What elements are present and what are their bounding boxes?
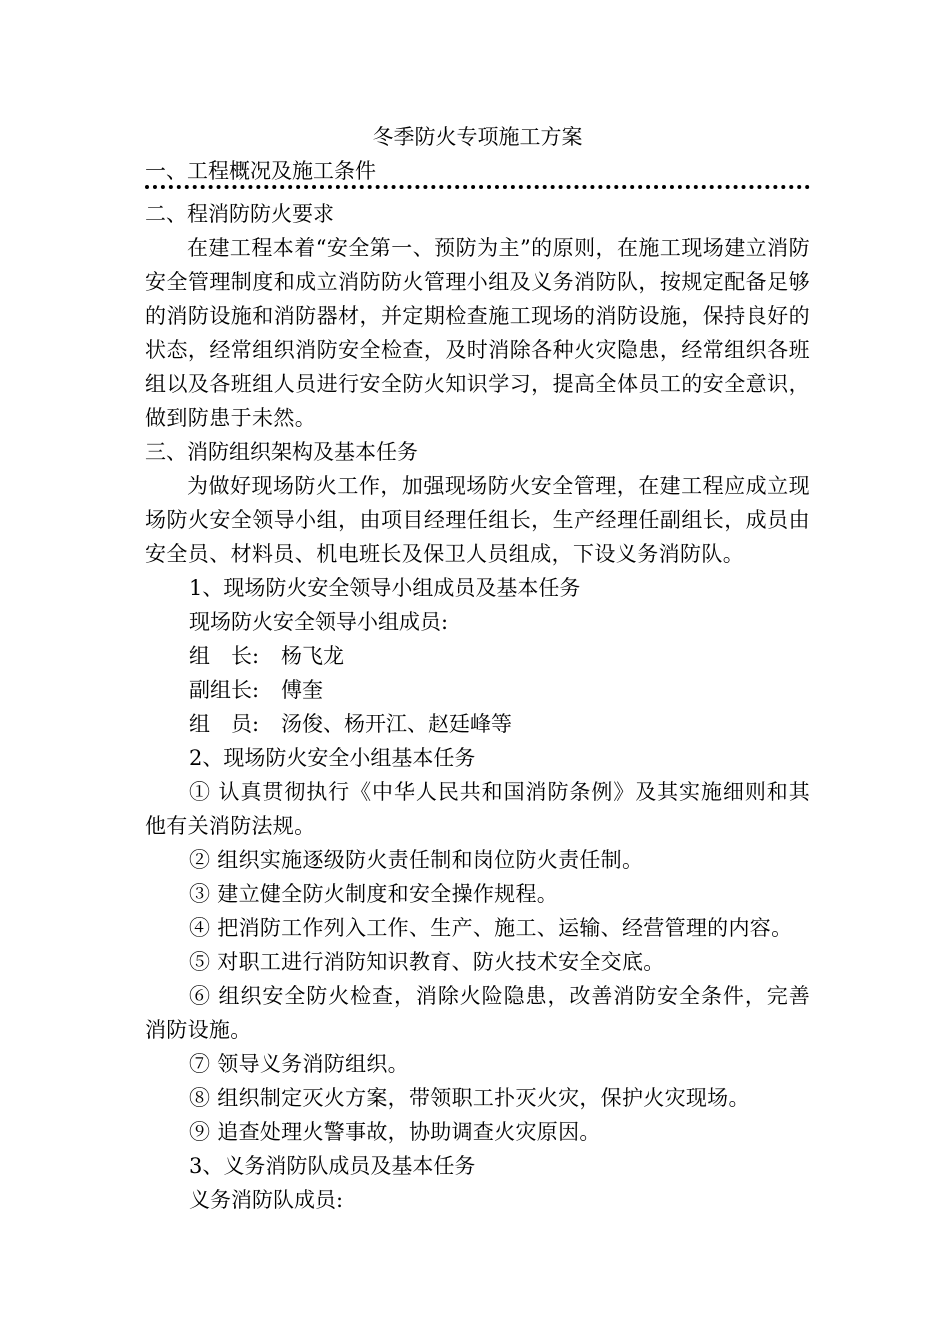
member-role: 副组长: (189, 678, 260, 702)
member-row-leader (145, 639, 810, 673)
section-3-paragraph: 为做好现场防火工作，加强现场防火安全管理，在建工程应成立现场防火安全领导小组，由项目经理任组长，生产经理任副组长，成员由安全员、材料员、机电班长及保卫人员组成，下设义务消防队。 (145, 474, 810, 566)
member-role: 组 长: (189, 644, 260, 668)
fire-brigade-members-label: 义务消防队成员: (189, 1188, 344, 1212)
section-3-heading: 三、消防组织架构及基本任务 (145, 440, 418, 464)
member-names: 杨飞龙 (281, 644, 344, 668)
member-row-deputy (145, 673, 810, 707)
task-item: ⑤ 对职工进行消防知识教育、防火技术安全交底。 (189, 950, 665, 974)
subsection-1-heading: 1、现场防火安全领导小组成员及基本任务 (189, 576, 581, 600)
section-2-heading: 二、程消防防火要求 (145, 202, 334, 226)
task-item: ③ 建立健全防火制度和安全操作规程。 (189, 882, 559, 906)
task-item: ① 认真贯彻执行《中华人民共和国消防条例》及其实施细则和其他有关消防法规。 (145, 780, 810, 838)
member-row-members (145, 707, 810, 741)
leadership-members-label: 现场防火安全领导小组成员: (189, 610, 449, 634)
task-item: ② 组织实施逐级防火责任制和岗位防火责任制。 (189, 848, 644, 872)
member-names: 傅奎 (281, 678, 323, 702)
section-1-heading: 一、工程概况及施工条件 (145, 159, 376, 183)
subsection-2-heading: 2、现场防火安全小组基本任务 (189, 746, 476, 770)
member-names: 汤俊、杨开江、赵廷峰等 (281, 712, 512, 736)
task-item: ⑨ 追查处理火警事故，协助调查火灾原因。 (189, 1120, 601, 1144)
document-title: 冬季防火专项施工方案 (372, 125, 583, 149)
task-item: ⑦ 领导义务消防组织。 (189, 1052, 409, 1076)
task-item: ④ 把消防工作列入工作、生产、施工、运输、经营管理的内容。 (189, 916, 793, 940)
task-item: ⑥ 组织安全防火检查，消除火险隐患，改善消防安全条件，完善消防设施。 (145, 984, 810, 1042)
member-role: 组 员: (189, 712, 260, 736)
document-page (145, 120, 810, 1217)
subsection-3-heading: 3、义务消防队成员及基本任务 (189, 1154, 476, 1178)
section-2-paragraph: 在建工程本着“安全第一、预防为主”的原则，在施工现场建立消防安全管理制度和成立消防防火管理小组及义务消防队，按规定配备足够的消防设施和消防器材，并定期检查施工现场的消防设施，保持良好的状态，经常组织消防安全检查，及时消除各种火灾隐患，经常组织各班组以及各班组人员进行安全防火知识学习，提高全体员工的安全意识，做到防患于未然。 (145, 236, 810, 430)
task-item: ⑧ 组织制定灭火方案，带领职工扑灭火灾，保护火灾现场。 (189, 1086, 750, 1110)
